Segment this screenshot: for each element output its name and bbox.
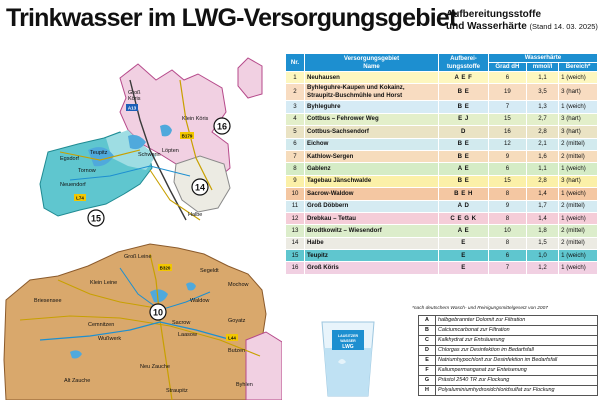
cell-name: Groß Döbbern	[305, 200, 439, 212]
col-gebiet: Versorgungsgebiet Name	[305, 54, 439, 72]
place-goyatz: Goyatz	[228, 318, 246, 324]
place-laasow: Laasow	[178, 332, 197, 338]
cell-name: Kathlow-Sergen	[305, 150, 439, 162]
subtitle-date: (Stand 14. 03. 2025)	[529, 22, 598, 31]
road-label-b179: B179	[181, 133, 193, 139]
cell-nr: 10	[286, 188, 305, 200]
place-briesensee: Briesensee	[34, 298, 62, 304]
cell-stoffe: B E	[439, 150, 489, 162]
place-wusswerk: Wußwerk	[98, 336, 122, 342]
table-row	[286, 138, 598, 150]
legend-key: G	[419, 376, 436, 386]
svg-text:15: 15	[90, 213, 102, 224]
table-row	[286, 212, 598, 224]
cell-name: Tagebau Jänschwalde	[305, 175, 439, 187]
cell-nr: 15	[286, 250, 305, 262]
place-waldow: Waldow	[190, 298, 210, 304]
cell-mmol: 1,4	[526, 188, 558, 200]
legend-row	[419, 376, 598, 386]
cell-bereich: 1 (weich)	[559, 262, 598, 274]
cell-name: Neuhausen	[305, 72, 439, 84]
cell-stoffe: E J	[439, 113, 489, 125]
cell-grad: 6	[488, 250, 526, 262]
cell-grad: 6	[488, 72, 526, 84]
cell-stoffe: E	[439, 262, 489, 274]
cell-nr: 5	[286, 126, 305, 138]
cell-name: Cottbus-Sachsendorf	[305, 126, 439, 138]
road-label-b320: B320	[159, 265, 171, 271]
legend-row	[419, 366, 598, 376]
place-loepten: Löpten	[162, 148, 179, 154]
place-neu-zauche: Neu Zauche	[140, 364, 170, 370]
legend-row	[419, 316, 598, 326]
legend-key: A	[419, 316, 436, 326]
cell-name: Eichow	[305, 138, 439, 150]
place-klein-koeris: Klein Köris	[182, 116, 209, 122]
cell-mmol: 2,1	[526, 138, 558, 150]
cell-mmol: 1,6	[526, 150, 558, 162]
cell-stoffe: E	[439, 237, 489, 249]
legend-row	[419, 386, 598, 396]
cell-bereich: 1 (weich)	[559, 101, 598, 113]
legend-key: E	[419, 356, 436, 366]
place-cemnitzen: Cemnitzen	[88, 322, 115, 328]
legend-key: F	[419, 366, 436, 376]
cell-nr: 11	[286, 200, 305, 212]
place-gross-leine: Groß Leine	[124, 254, 152, 260]
road-label-l44: L44	[228, 335, 236, 341]
cell-stoffe: C E G K	[439, 212, 489, 224]
table-row	[286, 150, 598, 162]
cell-mmol: 2,8	[526, 126, 558, 138]
table-row	[286, 101, 598, 113]
cell-name: Sacrow-Waldow	[305, 188, 439, 200]
cell-stoffe: A E	[439, 225, 489, 237]
place-teupitz: Teupitz	[90, 150, 108, 156]
cell-name: Gablenz	[305, 163, 439, 175]
cell-nr: 2	[286, 84, 305, 101]
cell-mmol: 1,3	[526, 101, 558, 113]
cell-grad: 12	[488, 138, 526, 150]
cell-bereich: 1 (weich)	[559, 188, 598, 200]
cell-nr: 8	[286, 163, 305, 175]
cell-nr: 9	[286, 175, 305, 187]
cell-grad: 15	[488, 175, 526, 187]
svg-text:LAUSITZER: LAUSITZER	[337, 334, 359, 338]
place-alt-zauche: Alt Zauche	[64, 378, 91, 384]
road-label-a13: A13	[127, 105, 137, 111]
page-subtitle	[446, 9, 598, 33]
legend-text: Natriumhypochlorit zur Desinfektion im Bedarfsfall	[436, 356, 598, 366]
cell-name: Cottbus – Fehrower Weg	[305, 113, 439, 125]
cell-bereich: 3 (hart)	[559, 126, 598, 138]
cell-name: Teupitz	[305, 250, 439, 262]
svg-text:16: 16	[216, 121, 228, 132]
place-butzen: Butzen	[228, 348, 246, 354]
cell-grad: 8	[488, 188, 526, 200]
cell-nr: 1	[286, 72, 305, 84]
cell-bereich: 3 (hart)	[559, 175, 598, 187]
cell-mmol: 1,4	[526, 212, 558, 224]
table-row	[286, 175, 598, 187]
cell-grad: 8	[488, 212, 526, 224]
table-row	[286, 72, 598, 84]
table-row	[286, 113, 598, 125]
legend-key: C	[419, 336, 436, 346]
legend-row	[419, 356, 598, 366]
cell-mmol: 2,8	[526, 175, 558, 187]
cell-grad: 7	[488, 262, 526, 274]
cell-bereich: 2 (mittel)	[559, 237, 598, 249]
page-title: Trinkwasser im LWG-Versorgungsgebiet	[6, 4, 457, 32]
cell-grad: 9	[488, 200, 526, 212]
cell-name: Byhleguhre-Kaupen und Kokainz, Straupitz-Buschmühle und Horst	[305, 84, 439, 101]
svg-text:14: 14	[194, 182, 206, 193]
col-haerte: Wasserhärte	[488, 54, 597, 63]
cell-name: Byhleguhre	[305, 101, 439, 113]
subtitle-line-1: Aufbereitungsstoffe	[446, 9, 541, 20]
table-row	[286, 262, 598, 274]
cell-grad: 7	[488, 101, 526, 113]
cell-grad: 8	[488, 237, 526, 249]
cell-name: Halbe	[305, 237, 439, 249]
table-row	[286, 84, 598, 101]
zone-badge-10	[150, 304, 166, 320]
legend-row	[419, 336, 598, 346]
cell-mmol: 2,7	[526, 113, 558, 125]
place-egsdorf: Egsdorf	[60, 156, 79, 162]
cell-stoffe: E	[439, 250, 489, 262]
legend-text: halbgebrannter Dolomit zur Filtration	[436, 316, 598, 326]
place-gross-koeris: Groß	[128, 90, 141, 96]
legend-row	[419, 346, 598, 356]
subtitle-line-2: und Wasserhärte	[446, 21, 527, 32]
col-nr: Nr.	[286, 54, 305, 72]
legend-key: H	[419, 386, 436, 396]
cell-nr: 12	[286, 212, 305, 224]
cell-mmol: 1,7	[526, 200, 558, 212]
cell-stoffe: B E	[439, 138, 489, 150]
cell-bereich: 1 (weich)	[559, 163, 598, 175]
cell-nr: 3	[286, 101, 305, 113]
legend-key: D	[419, 346, 436, 356]
place-straupitz: Straupitz	[166, 388, 188, 394]
cell-mmol: 1,1	[526, 163, 558, 175]
table-row	[286, 237, 598, 249]
cell-mmol: 1,2	[526, 262, 558, 274]
cell-bereich: 1 (weich)	[559, 72, 598, 84]
col-bereich: Bereich*	[559, 63, 598, 72]
legend-table	[418, 315, 598, 396]
cell-nr: 6	[286, 138, 305, 150]
zone-south-east	[246, 332, 282, 400]
svg-text:LWG: LWG	[342, 344, 354, 350]
cell-nr: 14	[286, 237, 305, 249]
cell-mmol: 1,5	[526, 237, 558, 249]
cell-nr: 4	[286, 113, 305, 125]
cell-grad: 10	[488, 225, 526, 237]
place-mochow: Mochow	[228, 282, 249, 288]
cell-mmol: 1,1	[526, 72, 558, 84]
cell-bereich: 3 (hart)	[559, 113, 598, 125]
cell-stoffe: B E	[439, 175, 489, 187]
cell-stoffe: A D	[439, 200, 489, 212]
cell-grad: 15	[488, 113, 526, 125]
legend-text: Kaliumpermanganat zur Enteisenung	[436, 366, 598, 376]
cell-grad: 6	[488, 163, 526, 175]
cell-name: Groß Köris	[305, 262, 439, 274]
legend-text: Polyaluminiumhydroxidchloridsulfat zur Flockung	[436, 386, 598, 396]
cell-name: Drebkau – Tettau	[305, 212, 439, 224]
cell-nr: 16	[286, 262, 305, 274]
water-hardness-table	[285, 53, 598, 275]
cell-bereich: 2 (mittel)	[559, 225, 598, 237]
legend-key: B	[419, 326, 436, 336]
table-row	[286, 126, 598, 138]
cell-bereich: 1 (weich)	[559, 250, 598, 262]
zone-badge-15	[88, 210, 104, 226]
zone-badge-14	[192, 179, 208, 195]
cell-bereich: 3 (hart)	[559, 84, 598, 101]
svg-text:WASSER: WASSER	[340, 339, 356, 343]
cell-mmol: 1,8	[526, 225, 558, 237]
table-row	[286, 250, 598, 262]
legend-text: Kalkhydrat zur Entsäuerung	[436, 336, 598, 346]
place-klein-leine: Klein Leine	[90, 280, 118, 286]
legend-row	[419, 326, 598, 336]
table-row	[286, 188, 598, 200]
legend-text: Chlorgas zur Desinfektion im Bedarfsfall	[436, 346, 598, 356]
cell-grad: 16	[488, 126, 526, 138]
place-neuendorf: Neuendorf	[60, 182, 86, 188]
cell-bereich: 1 (weich)	[559, 212, 598, 224]
cell-stoffe: B E H	[439, 188, 489, 200]
table-row	[286, 225, 598, 237]
cell-mmol: 3,5	[526, 84, 558, 101]
cell-bereich: 2 (mittel)	[559, 150, 598, 162]
cell-bereich: 2 (mittel)	[559, 200, 598, 212]
cell-name: Brodtkowitz – Wiesendorf	[305, 225, 439, 237]
place-schwerin: Schwerin	[138, 152, 161, 158]
col-mmol: mmol/l	[526, 63, 558, 72]
road-label-l74: L74	[76, 195, 84, 201]
place-halbe: Halbe	[188, 212, 203, 218]
col-stoffe: Aufberei- tungsstoffe	[439, 54, 489, 72]
table-row	[286, 200, 598, 212]
zone-badge-16	[214, 118, 230, 134]
cell-stoffe: A E	[439, 163, 489, 175]
place-gross-koeris-2: Köris	[128, 96, 141, 102]
cell-stoffe: B E	[439, 84, 489, 101]
cell-grad: 9	[488, 150, 526, 162]
footnote: *nach deutschem Wasch- und Reinigungsmittelgesetz von 2007	[412, 306, 548, 311]
svg-text:10: 10	[152, 307, 164, 318]
water-glass-illustration	[302, 318, 394, 400]
cell-nr: 13	[286, 225, 305, 237]
cell-stoffe: D	[439, 126, 489, 138]
cell-stoffe: B E	[439, 101, 489, 113]
supply-area-map	[0, 40, 282, 400]
cell-stoffe: A E F	[439, 72, 489, 84]
cell-nr: 7	[286, 150, 305, 162]
zone-north-east	[238, 58, 262, 98]
table-row	[286, 163, 598, 175]
zone-sacrow-waldow	[4, 244, 266, 400]
legend-text: Calciumcarbonat zur Filtration	[436, 326, 598, 336]
place-tornow: Tornow	[78, 168, 96, 174]
place-segeldt: Segeldt	[200, 268, 219, 274]
col-grad: Grad dH	[488, 63, 526, 72]
place-byhlen: Byhlen	[236, 382, 253, 388]
cell-grad: 19	[488, 84, 526, 101]
cell-mmol: 1,0	[526, 250, 558, 262]
cell-bereich: 2 (mittel)	[559, 138, 598, 150]
place-sacrow: Sacrow	[172, 320, 191, 326]
legend-text: Prästol 2540 TR zur Flockung	[436, 376, 598, 386]
